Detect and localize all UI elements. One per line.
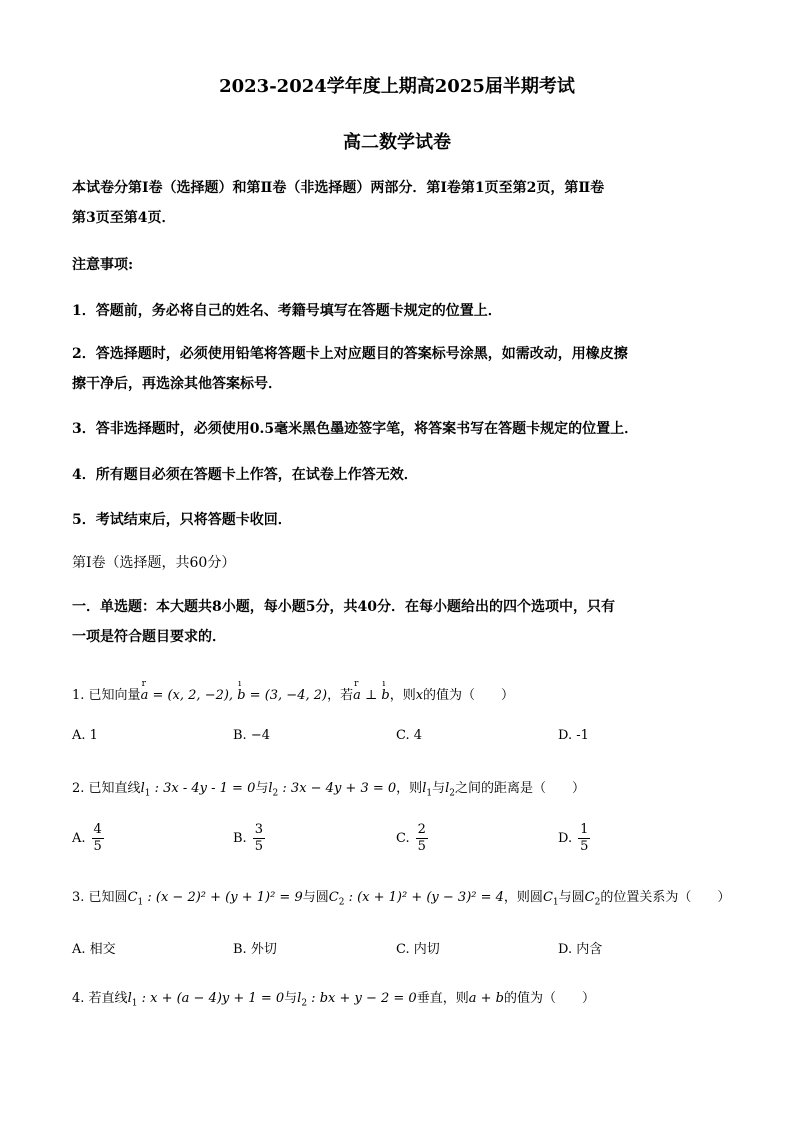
circle-c1-equation: : (x − 2)² + (y + 1)² = 9: [143, 890, 303, 905]
vector-a: r a: [353, 679, 361, 703]
intro-line-1: 本试卷分第Ⅰ卷（选择题）和第Ⅱ卷（非选择题）两部分．第Ⅰ卷第1页至第2页，第Ⅱ卷: [72, 180, 605, 196]
q2-option-c: C. $\frac{2}{5}$: [396, 822, 426, 854]
question-text: 之间的距离是（ ）: [455, 781, 586, 796]
line-l2-equation: : bx + y − 2 = 0: [307, 991, 417, 1006]
question-text: 已知向量: [88, 688, 141, 703]
q1-option-c: C. 4: [396, 728, 423, 743]
notice-item-2: 2．答选择题时，必须使用铅笔将答题卡上对应题目的答案标号涂黑，如需改动，用橡皮擦: [72, 346, 628, 362]
question-text: 与: [255, 781, 269, 796]
vector-b-value: = (3, −4, 2): [245, 688, 328, 703]
circle-c1: $C_1$: [127, 890, 144, 908]
circle-c2: $C_2$: [328, 890, 345, 908]
question-1: [72, 679, 515, 703]
line-l1: $l_1$: [140, 781, 151, 799]
line-l1-equation: : 3x - 4y - 1 = 0: [150, 781, 256, 796]
question-text: 的位置关系为（ ）: [600, 890, 731, 905]
q2-option-d: D. $\frac{1}{5}$: [558, 822, 589, 854]
question-number: 1.: [72, 688, 85, 703]
q3-option-b: B. 外切: [233, 942, 277, 957]
section-instruction-2: 一项是符合题目要求的．: [72, 629, 226, 645]
question-2: [72, 777, 585, 799]
vector-b: ı b: [237, 679, 246, 703]
intro-line-2: 第3页至第4页．: [72, 210, 176, 226]
question-number: 3.: [72, 890, 85, 905]
question-text: 若直线: [88, 991, 128, 1006]
line-l1-equation: : x + (a − 4)y + 1 = 0: [137, 991, 285, 1006]
circle-c2-equation: : (x + 1)² + (y − 3)² = 4: [344, 890, 504, 905]
notice-heading: 注意事项:: [72, 257, 134, 273]
question-3: [72, 886, 730, 908]
question-text: 与: [284, 991, 298, 1006]
question-number: 2.: [72, 781, 85, 796]
question-text: 与圆: [302, 890, 329, 905]
question-text: 已知圆: [88, 890, 128, 905]
vector-b: ı b: [381, 679, 390, 703]
exam-title: 2023-2024学年度上期高2025届半期考试: [219, 76, 575, 97]
q1-option-d: D. -1: [558, 728, 589, 743]
expression-a-plus-b: a + b: [468, 991, 504, 1006]
line-l1: $l_1$: [127, 991, 138, 1009]
vector-a-value: = (x, 2, −2),: [148, 688, 238, 703]
line-l2: $l_2$: [268, 781, 279, 799]
question-text: 的值为（ ）: [503, 991, 595, 1006]
section-heading: 第Ⅰ卷（选择题，共60分）: [72, 555, 236, 571]
line-l2: $l_2$: [445, 781, 456, 799]
section-instruction-1: 一．单选题：本大题共8小题，每小题5分，共40分．在每小题给出的四个选项中，只有: [72, 599, 615, 615]
line-l2: $l_2$: [297, 991, 308, 1009]
perp-symbol: ⊥: [360, 688, 382, 703]
q1-option-a: A. 1: [72, 728, 98, 743]
question-text: 与: [432, 781, 446, 796]
question-4: [72, 987, 595, 1009]
line-l2-equation: : 3x − 4y + 3 = 0: [278, 781, 397, 796]
notice-item-5: 5．考试结束后，只将答题卡收回．: [72, 512, 292, 528]
question-text: ，若: [327, 688, 354, 703]
question-number: 4.: [72, 991, 85, 1006]
q3-option-d: D. 内含: [558, 942, 603, 957]
question-text: ，则: [389, 688, 416, 703]
q2-option-a: A. $\frac{4}{5}$: [72, 822, 102, 854]
variable-x: x: [415, 688, 424, 703]
notice-item-4: 4．所有题目必须在答题卡上作答，在试卷上作答无效．: [72, 467, 418, 483]
question-text: 的值为（ ）: [423, 688, 515, 703]
notice-item-1: 1．答题前，务必将自己的姓名、考籍号填写在答题卡规定的位置上．: [72, 303, 502, 319]
circle-c2: $C_2$: [584, 890, 601, 908]
question-text: ，则圆: [503, 890, 543, 905]
exam-subtitle: 高二数学试卷: [343, 132, 451, 153]
q3-option-a: A. 相交: [72, 942, 116, 957]
question-text: 垂直，则: [416, 991, 469, 1006]
line-l1: $l_1$: [422, 781, 433, 799]
q2-option-b: B. $\frac{3}{5}$: [233, 822, 263, 854]
vector-a: r a: [140, 679, 149, 703]
question-text: 已知直线: [88, 781, 141, 796]
question-text: ，则: [396, 781, 423, 796]
q3-option-c: C. 内切: [396, 942, 440, 957]
notice-item-3: 3．答非选择题时，必须使用0.5毫米黑色墨迹签字笔，将答案书写在答题卡规定的位置上．: [72, 421, 639, 437]
question-text: 与圆: [558, 890, 585, 905]
q1-option-b: B. −4: [233, 728, 270, 743]
notice-item-2-cont: 擦干净后，再选涂其他答案标号．: [72, 376, 282, 392]
circle-c1: $C_1$: [542, 890, 559, 908]
